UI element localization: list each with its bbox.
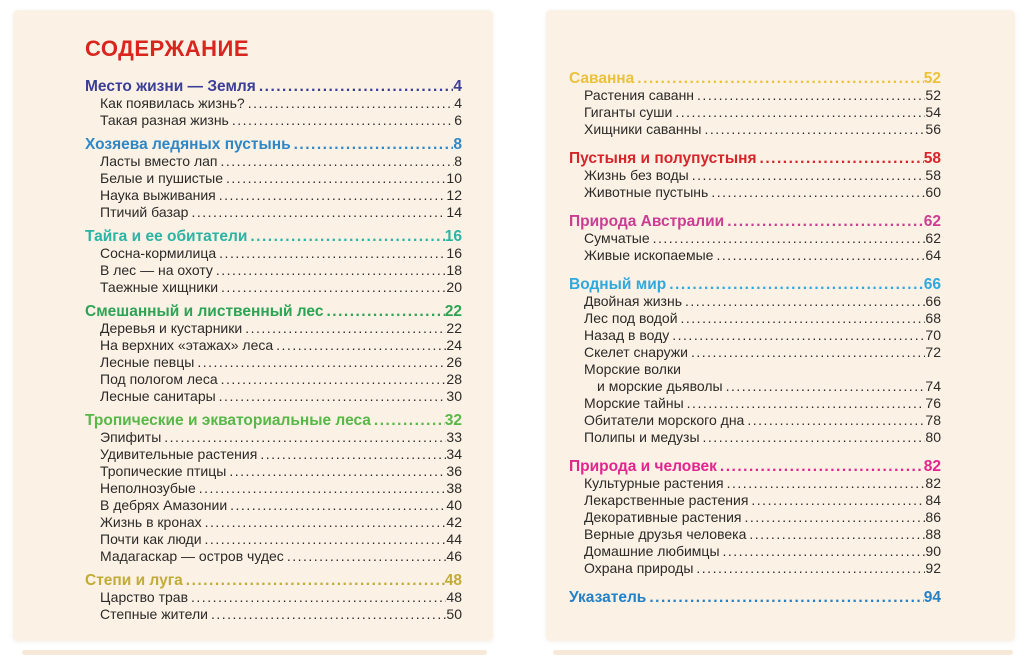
toc-item-label: Под пологом леса [100, 371, 218, 387]
toc-content-left [85, 36, 462, 623]
dot-leader [259, 78, 454, 95]
toc-section-title: Саванна [569, 70, 635, 87]
toc-section [85, 78, 462, 129]
toc-item-label: Верные друзья человека [584, 526, 747, 542]
toc-item [85, 548, 462, 565]
toc-item-page: 38 [446, 480, 462, 496]
dot-leader [205, 531, 447, 548]
toc-item-label: Белые и пушистые [100, 170, 224, 186]
toc-item [569, 560, 941, 577]
page-right [546, 10, 1015, 641]
toc-section [569, 150, 941, 201]
toc-item [569, 492, 941, 509]
toc-item-page: 74 [925, 378, 941, 394]
toc-item-label: Хищники саванны [584, 121, 702, 137]
toc-section [569, 70, 941, 138]
toc-item-page: 62 [925, 230, 941, 246]
dot-leader [260, 446, 446, 463]
toc-section-title: Место жизни — Земля [85, 78, 256, 95]
toc-item [85, 446, 462, 463]
toc-section-title: Природа Австралии [569, 213, 725, 230]
toc-item-label: Морские тайны [584, 395, 684, 411]
toc-section [85, 572, 462, 623]
toc-section-page: 52 [923, 70, 941, 87]
toc-section-header [85, 412, 462, 429]
dot-leader [250, 228, 444, 245]
toc-section-page: 22 [444, 303, 462, 320]
dot-leader [675, 104, 925, 121]
dot-leader [691, 344, 925, 361]
toc-section-page: 66 [923, 276, 941, 293]
dot-leader [703, 429, 926, 446]
toc-item-page: 48 [446, 589, 462, 605]
toc-item-label: Животные пустынь [584, 184, 709, 200]
toc-item-page: 8 [454, 153, 462, 169]
dot-leader [669, 276, 924, 293]
toc-item [85, 204, 462, 221]
toc-item-page: 68 [925, 310, 941, 326]
toc-item-page: 86 [925, 509, 941, 525]
dot-leader [745, 509, 926, 526]
toc-item-page: 56 [925, 121, 941, 137]
dot-leader [696, 560, 925, 577]
toc-item-label: Такая разная жизнь [100, 112, 229, 128]
toc-section-title: Водный мир [569, 276, 667, 293]
dot-leader [191, 204, 446, 221]
dot-leader [711, 184, 925, 201]
toc-item-label: Мадагаскар — остров чудес [100, 548, 284, 564]
dot-leader [727, 475, 926, 492]
toc-item-page: 50 [446, 606, 462, 622]
toc-item-label: Декоративные растения [584, 509, 742, 525]
toc-item [569, 167, 941, 184]
toc-item [85, 153, 462, 170]
toc-item-label: Эпифиты [100, 429, 162, 445]
toc-item-page: 60 [925, 184, 941, 200]
toc-item-label: Птичий базар [100, 204, 189, 220]
dot-leader [727, 213, 924, 230]
dot-leader [326, 303, 444, 320]
toc-item-label: Обитатели морского дна [584, 412, 745, 428]
toc-item-page: 24 [446, 337, 462, 353]
dot-leader [287, 548, 447, 565]
dot-leader [637, 70, 923, 87]
toc-section-page: 62 [923, 213, 941, 230]
toc-item [85, 531, 462, 548]
toc-section-header [85, 303, 462, 320]
toc-sections-left [85, 78, 462, 623]
page-left [13, 10, 493, 641]
toc-item [569, 378, 941, 395]
toc-item-page: 6 [454, 112, 462, 128]
toc-item [85, 170, 462, 187]
toc-item-label: Назад в воду [584, 327, 670, 343]
toc-item [85, 480, 462, 497]
toc-item-label: Культурные растения [584, 475, 724, 491]
toc-item-page: 10 [446, 170, 462, 186]
toc-item [85, 429, 462, 446]
toc-item [85, 514, 462, 531]
toc-item [569, 395, 941, 412]
dot-leader [716, 247, 925, 264]
toc-item-label: Домашние любимцы [584, 543, 720, 559]
toc-item-label: Царство трав [100, 589, 189, 605]
toc-item-label: Жизнь без воды [584, 167, 689, 183]
toc-item-label: Лесные певцы [100, 354, 195, 370]
dot-leader [199, 480, 447, 497]
toc-item [85, 187, 462, 204]
dot-leader [221, 371, 447, 388]
dot-leader [221, 279, 446, 296]
toc-item-page: 76 [925, 395, 941, 411]
underlying-page-edge-left [22, 650, 487, 655]
toc-item-label: Деревья и кустарники [100, 320, 243, 336]
toc-item-page: 30 [446, 388, 462, 404]
toc-section [569, 276, 941, 446]
toc-item [569, 412, 941, 429]
toc-item-label: Тропические птицы [100, 463, 227, 479]
toc-section-header [85, 228, 462, 245]
toc-item [569, 526, 941, 543]
toc-item-label: Лес под водой [584, 310, 678, 326]
toc-section-header [569, 276, 941, 293]
toc-item-page: 16 [446, 245, 462, 261]
toc-item-page: 22 [446, 320, 462, 336]
toc-section-page: 16 [444, 228, 462, 245]
toc-item [85, 354, 462, 371]
dot-leader [723, 543, 926, 560]
toc-item [569, 509, 941, 526]
toc-item [569, 475, 941, 492]
toc-section-page: 58 [923, 150, 941, 167]
dot-leader [219, 388, 447, 405]
toc-item [569, 344, 941, 361]
dot-leader [649, 589, 923, 606]
toc-section-page: 48 [444, 572, 462, 589]
toc-item-page: 12 [446, 187, 462, 203]
toc-item-page: 14 [446, 204, 462, 220]
toc-item-label: Гиганты суши [584, 104, 673, 120]
toc-section [569, 213, 941, 264]
toc-item [85, 95, 462, 112]
dot-leader [232, 112, 454, 129]
dot-leader [653, 230, 926, 247]
dot-leader [672, 327, 925, 344]
toc-item [569, 429, 941, 446]
toc-item-page: 4 [454, 95, 462, 111]
dot-leader [704, 121, 925, 138]
toc-section-page: 82 [923, 458, 941, 475]
toc-section-header [569, 150, 941, 167]
toc-item [85, 388, 462, 405]
toc-section-title: Тропические и экваториальные леса [85, 412, 371, 429]
toc-item [85, 589, 462, 606]
dot-leader [219, 187, 447, 204]
dot-leader [294, 136, 454, 153]
toc-section-header [569, 213, 941, 230]
toc-item-label: Растения саванн [584, 87, 695, 103]
toc-item [569, 310, 941, 327]
dot-leader [229, 463, 446, 480]
toc-item-page: 18 [446, 262, 462, 278]
toc-title: СОДЕРЖАНИЕ [85, 36, 250, 61]
toc-item-page: 82 [925, 475, 941, 491]
toc-section-title: Пустыня и полупустыня [569, 150, 757, 167]
toc-item-page: 72 [925, 344, 941, 360]
toc-item [85, 279, 462, 296]
toc-item-label: и морские дьяволы [597, 378, 723, 394]
toc-section-title: Природа и человек [569, 458, 717, 475]
toc-section [85, 303, 462, 405]
toc-section [85, 136, 462, 221]
toc-item-label: Удивительные растения [100, 446, 258, 462]
toc-item [85, 337, 462, 354]
toc-item [85, 497, 462, 514]
toc-item-page: 90 [925, 543, 941, 559]
dot-leader [751, 492, 925, 509]
toc-item [85, 606, 462, 623]
toc-item-page: 84 [925, 492, 941, 508]
toc-section-title: Указатель [569, 589, 647, 606]
toc-item-label: В лес — на охоту [100, 262, 213, 278]
toc-item-label: Наука выживания [100, 187, 216, 203]
toc-item-page: 34 [446, 446, 462, 462]
toc-section-header [569, 458, 941, 475]
toc-item-page: 40 [446, 497, 462, 513]
toc-item-label: Жизнь в кронах [100, 514, 202, 530]
toc-item [569, 293, 941, 310]
dot-leader [747, 412, 925, 429]
dot-leader [245, 320, 446, 337]
dot-leader [221, 153, 455, 170]
toc-section-page: 8 [453, 136, 462, 153]
toc-item-page: 66 [925, 293, 941, 309]
toc-section-page: 4 [453, 78, 462, 95]
toc-section-header [85, 136, 462, 153]
toc-item-page: 28 [446, 371, 462, 387]
toc-item-label: Скелет снаружи [584, 344, 688, 360]
toc-item [85, 463, 462, 480]
toc-section-title: Хозяева ледяных пустынь [85, 136, 291, 153]
dot-leader [205, 514, 447, 531]
underlying-page-edge-right [553, 650, 1013, 655]
dot-leader [760, 150, 924, 167]
toc-item-page: 20 [446, 279, 462, 295]
toc-section [85, 412, 462, 565]
dot-leader [685, 293, 925, 310]
toc-item [569, 104, 941, 121]
toc-item [569, 327, 941, 344]
dot-leader [219, 245, 446, 262]
toc-item-page: 58 [925, 167, 941, 183]
toc-item-page: 42 [446, 514, 462, 530]
dot-leader [211, 606, 446, 623]
toc-item-page: 54 [925, 104, 941, 120]
toc-section-header [569, 589, 941, 606]
toc-item-label: Полипы и медузы [584, 429, 700, 445]
dot-leader [197, 354, 446, 371]
toc-section [569, 458, 941, 577]
dot-leader [186, 572, 445, 589]
toc-item-page: 92 [925, 560, 941, 576]
toc-item-page: 70 [925, 327, 941, 343]
toc-sections-right [569, 70, 941, 606]
dot-leader [726, 378, 926, 395]
dot-leader [226, 170, 446, 187]
toc-item-first-line [569, 361, 941, 378]
dot-leader [248, 95, 454, 112]
dot-leader [687, 395, 926, 412]
toc-item [85, 320, 462, 337]
toc-item-label: Степные жители [100, 606, 208, 622]
toc-section-page: 94 [923, 589, 941, 606]
toc-section-title: Тайга и ее обитатели [85, 228, 248, 245]
toc-item [569, 247, 941, 264]
toc-item-label: Сосна-кормилица [100, 245, 217, 261]
dot-leader [230, 497, 446, 514]
toc-item-label: Морские волки [584, 361, 681, 377]
toc-section-title: Смешанный и лиственный лес [85, 303, 324, 320]
toc-item-page: 88 [925, 526, 941, 542]
dot-leader [749, 526, 925, 543]
toc-item-page: 26 [446, 354, 462, 370]
toc-item [569, 543, 941, 560]
toc-item-label: Лесные санитары [100, 388, 216, 404]
toc-item-label: На верхних «этажах» леса [100, 337, 274, 353]
toc-item [85, 262, 462, 279]
toc-item-label: Живые ископаемые [584, 247, 714, 263]
dot-leader [216, 262, 447, 279]
dot-leader [164, 429, 446, 446]
toc-item [569, 184, 941, 201]
toc-item [569, 121, 941, 138]
dot-leader [276, 337, 446, 354]
toc-item-label: Двойная жизнь [584, 293, 682, 309]
toc-item-label: Почти как люди [100, 531, 202, 547]
toc-section [569, 589, 941, 606]
dot-leader [374, 412, 445, 429]
toc-item-label: Охрана природы [584, 560, 694, 576]
toc-item-label: Сумчатые [584, 230, 650, 246]
toc-item [569, 230, 941, 247]
toc-item-page: 78 [925, 412, 941, 428]
toc-item-page: 80 [925, 429, 941, 445]
toc-content-right [569, 70, 941, 606]
toc-item-page: 64 [925, 247, 941, 263]
toc-item-page: 44 [446, 531, 462, 547]
toc-section-header [85, 572, 462, 589]
toc-section-title: Степи и луга [85, 572, 183, 589]
toc-item-page: 52 [925, 87, 941, 103]
dot-leader [720, 458, 924, 475]
toc-item-label: Лекарственные растения [584, 492, 749, 508]
toc-item [85, 112, 462, 129]
toc-item-label: Неполнозубые [100, 480, 196, 496]
toc-section-header [569, 70, 941, 87]
dot-leader [191, 589, 446, 606]
toc-item-page: 46 [446, 548, 462, 564]
toc-item-page: 33 [446, 429, 462, 445]
toc-section-page: 32 [444, 412, 462, 429]
dot-leader [697, 87, 925, 104]
toc-section-header [85, 78, 462, 95]
toc-item-label: Ласты вместо лап [100, 153, 218, 169]
toc-section [85, 228, 462, 296]
toc-item-label: Таежные хищники [100, 279, 219, 295]
toc-item-page: 36 [446, 463, 462, 479]
toc-item [85, 245, 462, 262]
toc-item-label: Как появилась жизнь? [100, 95, 245, 111]
toc-item [85, 371, 462, 388]
toc-item [569, 87, 941, 104]
dot-leader [692, 167, 926, 184]
toc-item-label: В дебрях Амазонии [100, 497, 228, 513]
dot-leader [681, 310, 926, 327]
